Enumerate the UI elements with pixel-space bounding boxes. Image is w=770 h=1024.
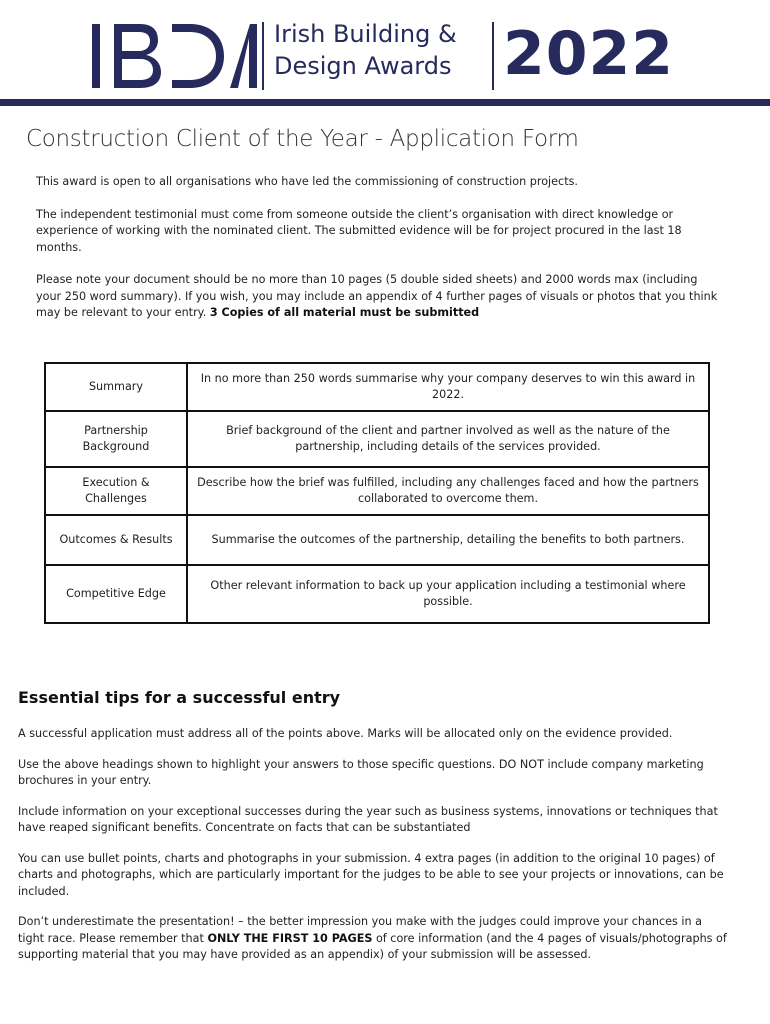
intro-paragraph: [36, 272, 726, 322]
logo-wordmark-line1: Irish Building &: [274, 20, 457, 48]
tips-text: of core information (and the 4 pages of visuals/photographs of supporting material that you may have provided as an appendix) of your submission will be assessed.: [18, 931, 727, 961]
criteria-heading: Execution & Challenges: [45, 467, 187, 515]
logo-divider: [492, 22, 494, 90]
tips-heading: Essential tips for a successful entry: [18, 688, 341, 707]
tips-emphasis: ONLY THE FIRST 10 PAGES: [207, 931, 373, 945]
logo-divider: [262, 22, 264, 90]
tips-paragraph: You can use bullet points, charts and photographs in your submission. 4 extra pages (in addition to the original 10 pages) of charts and photographs, which are particularly important for the judges to be able to see your projects or innovations, can be included.: [18, 851, 724, 898]
criteria-description: Other relevant information to back up your application including a testimonial where possible.: [187, 565, 709, 623]
intro-paragraph: The independent testimonial must come from someone outside the client’s organisation with direct knowledge or experience of working with the nominated client. The submitted evidence will be for project procured in the last 18 months.: [36, 207, 682, 254]
table-row: [45, 411, 709, 467]
intro-paragraph: This award is open to all organisations who have led the commissioning of construction projects.: [36, 175, 578, 188]
tips-section: [18, 726, 730, 978]
tips-paragraph: Include information on your exceptional successes during the year such as business systems, innovations or techniques that have reaped significant benefits. Concentrate on facts that can be substantiated: [18, 804, 718, 834]
tips-paragraph: [18, 914, 730, 964]
logo-wordmark: [274, 18, 457, 82]
criteria-description: Summarise the outcomes of the partnership, detailing the benefits to both partners.: [187, 515, 709, 565]
header-rule: [0, 99, 770, 106]
criteria-heading: Competitive Edge: [45, 565, 187, 623]
criteria-description: Describe how the brief was fulfilled, including any challenges faced and how the partners collaborated to overcome them.: [187, 467, 709, 515]
criteria-description: Brief background of the client and partner involved as well as the nature of the partnership, including details of the services provided.: [187, 411, 709, 467]
tips-paragraph: Use the above headings shown to highlight your answers to those specific questions. DO NOT include company marketing brochures in your entry.: [18, 757, 704, 787]
page-title: Construction Client of the Year - Application Form: [26, 126, 579, 152]
intro-section: [36, 174, 726, 338]
table-row: [45, 515, 709, 565]
intro-text: Please note your document should be no more than 10 pages (5 double sided sheets) and 2000 words max (including your 250 word summary). If you wish, you may include an appendix of 4 further pages of visuals or photos that you think may be relevant to your entry.: [36, 273, 718, 319]
criteria-heading: Outcomes & Results: [45, 515, 187, 565]
table-row: [45, 363, 709, 411]
table-row: [45, 565, 709, 623]
page-header: [0, 0, 770, 106]
award-year: 2022: [503, 19, 674, 89]
criteria-table: [44, 362, 710, 624]
ibda-logo: [92, 20, 257, 92]
tips-paragraph: A successful application must address all of the points above. Marks will be allocated only on the evidence provided.: [18, 727, 673, 740]
table-row: [45, 467, 709, 515]
intro-emphasis: 3 Copies of all material must be submitted: [209, 306, 480, 319]
criteria-description: In no more than 250 words summarise why your company deserves to win this award in 2022.: [187, 363, 709, 411]
criteria-heading: Partnership Background: [45, 411, 187, 467]
tips-text: Don’t underestimate the presentation! – the better impression you make with the judges could improve your chances in a tight race. Please remember that: [18, 915, 702, 945]
logo-wordmark-line2: Design Awards: [274, 52, 452, 80]
criteria-heading: Summary: [45, 363, 187, 411]
